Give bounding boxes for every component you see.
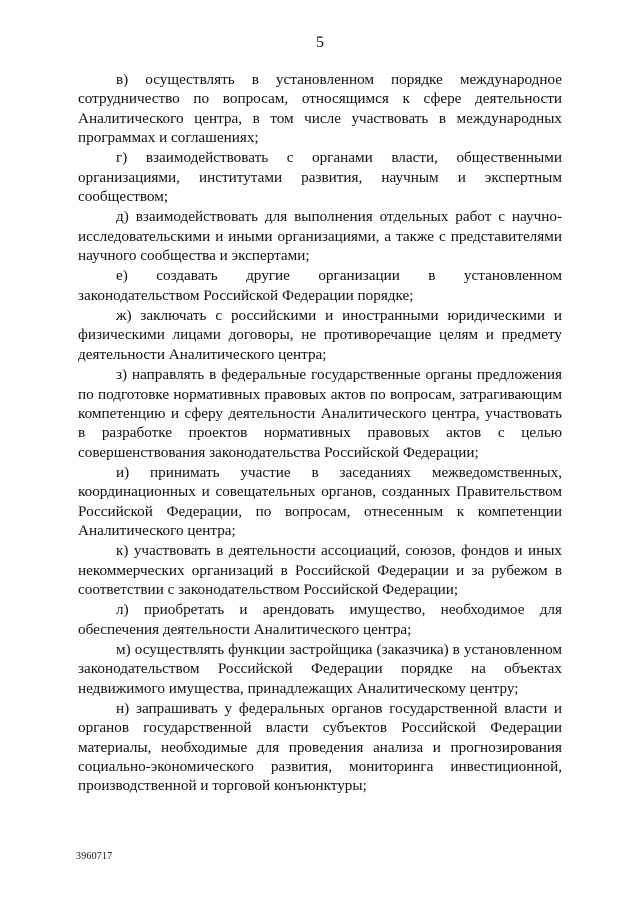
list-item-i: и) принимать участие в заседаниях межведомственных, координационных и совещательных органов, созданных Правительством Российской Федерации, по вопросам, отнесенным к компетенции Аналитического центра;	[78, 463, 562, 539]
list-item-z: з) направлять в федеральные государственные органы предложения по подготовке нормативных правовых актов по вопросам, затрагивающим компетенцию и сферу деятельности Аналитического центра, участвовать в разработке проектов нормативных правовых актов с целью совершенствования законодательства Российской Федерации;	[78, 366, 562, 461]
list-item-g: г) взаимодействовать с органами власти, общественными организациями, институтами развития, научным и экспертным сообществом;	[78, 149, 562, 206]
list-item-l: л) приобретать и арендовать имущество, необходимое для обеспечения деятельности Аналитического центра;	[78, 601, 562, 638]
list-item-n: н) запрашивать у федеральных органов государственной власти и органов государственной власти субъектов Российской Федерации материалы, необходимые для проведения анализа и прогнозирования социально-экономического развития, мониторинга инвестиционной, производственной и торговой конъюнктуры;	[78, 700, 562, 795]
list-item-d: д) взаимодействовать для выполнения отдельных работ с научно-исследовательскими и иными организациями, а также с представителями научного сообщества и экспертами;	[78, 208, 562, 265]
page-number: 5	[316, 34, 324, 51]
document-code: 3960717	[76, 851, 113, 862]
list-item-v: в) осуществлять в установленном порядке международное сотрудничество по вопросам, относящимся к сфере деятельности Аналитического центра, в том числе участвовать в международных программах и соглашениях;	[78, 71, 562, 147]
list-item-zh: ж) заключать с российскими и иностранными юридическими и физическими лицами договоры, не противоречащие целям и предмету деятельности Аналитического центра;	[78, 307, 562, 363]
list-item-k: к) участвовать в деятельности ассоциаций, союзов, фондов и иных некоммерческих организаций в Российской Федерации и за рубежом в соответствии с законодательством Российской Федерации;	[78, 542, 562, 598]
list-item-e: е) создавать другие организации в установленном законодательством Российской Федерации порядке;	[78, 267, 562, 304]
list-item-m: м) осуществлять функции застройщика (заказчика) в установленном законодательством Российской Федерации порядке на объектах недвижимого имущества, принадлежащих Аналитическому центру;	[78, 640, 562, 697]
document-body	[78, 70, 562, 797]
